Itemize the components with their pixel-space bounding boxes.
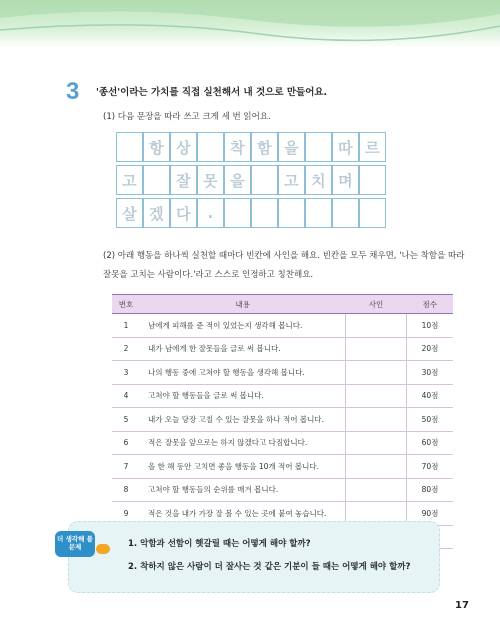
grid-cell[interactable] (197, 132, 224, 162)
sign-cell[interactable] (346, 408, 407, 432)
row-number: 7 (112, 455, 140, 479)
table-header-row (112, 295, 453, 314)
grid-cell[interactable]: 잘 (170, 165, 197, 195)
grid-cell[interactable] (251, 198, 278, 228)
sign-cell[interactable] (346, 455, 407, 479)
row-number: 8 (112, 478, 140, 502)
row-score: 60점 (407, 431, 454, 455)
grid-cell[interactable]: 살 (116, 198, 143, 228)
sign-cell[interactable] (346, 384, 407, 408)
think-more-badge: 더 생각해 볼 문제 (55, 531, 95, 557)
row-score: 70점 (407, 455, 454, 479)
grid-cell[interactable] (332, 198, 359, 228)
grid-cell[interactable]: 착 (224, 132, 251, 162)
grid-cell[interactable]: 항 (143, 132, 170, 162)
grid-cell[interactable]: 겠 (143, 198, 170, 228)
grid-cell[interactable] (251, 165, 278, 195)
grid-cell[interactable]: 따 (332, 132, 359, 162)
row-number: 1 (112, 314, 140, 338)
table-row (112, 431, 453, 455)
think-question-2: 2. 착하지 않은 사람이 더 잘사는 것 같은 기분이 들 때는 어떻게 해야 할까? (128, 562, 411, 572)
sign-cell[interactable] (346, 478, 407, 502)
top-decorative-band (0, 0, 500, 48)
row-number: 5 (112, 408, 140, 432)
row-number: 9 (112, 502, 140, 526)
table-row (112, 361, 453, 385)
table-row (112, 408, 453, 432)
grid-cell[interactable]: 을 (278, 132, 305, 162)
grid-cell[interactable]: 을 (224, 165, 251, 195)
grid-cell[interactable]: . (197, 198, 224, 228)
table-row (112, 314, 453, 338)
table-row (112, 455, 453, 479)
think-more-box (68, 521, 440, 593)
sign-cell[interactable] (346, 337, 407, 361)
grid-cell[interactable] (116, 132, 143, 162)
row-number: 3 (112, 361, 140, 385)
grid-cell[interactable]: 며 (332, 165, 359, 195)
row-number: 4 (112, 384, 140, 408)
row-content: 고쳐야 할 행동들을 글로 써 봅니다. (140, 384, 346, 408)
table-row (112, 384, 453, 408)
row-score: 90점 (407, 502, 454, 526)
speech-bubble-icon (96, 544, 110, 554)
header-content: 내용 (140, 295, 346, 314)
grid-cell[interactable]: 고 (116, 165, 143, 195)
grid-cell[interactable] (143, 165, 170, 195)
table-row (112, 337, 453, 361)
row-score: 20점 (407, 337, 454, 361)
tracing-grid (117, 132, 387, 228)
question-title: '종선'이라는 가치를 직접 실천해서 내 것으로 만들어요. (96, 87, 328, 98)
practice-table (112, 294, 453, 549)
sign-cell[interactable] (346, 431, 407, 455)
grid-cell[interactable]: 치 (305, 165, 332, 195)
page-number: 17 (455, 600, 469, 611)
row-content: 적은 잘못을 앞으로는 하지 않겠다고 다짐합니다. (140, 431, 346, 455)
row-number: 6 (112, 431, 140, 455)
grid-cell[interactable] (224, 198, 251, 228)
header-number: 번호 (112, 295, 140, 314)
instruction-2: (2) 아래 행동을 하나씩 실천할 때마다 빈칸에 사인을 해요. 빈칸을 모두 채우면, '나는 착함을 따라 잘못을 고치는 사람이다.'라고 스스로 인정하고 칭찬해요. (103, 251, 465, 280)
instruction-1: (1) 다음 문장을 따라 쓰고 크게 세 번 읽어요. (103, 112, 271, 122)
row-score: 10점 (407, 314, 454, 338)
row-content: 내가 오늘 당장 고칠 수 있는 잘못을 하나 적어 봅니다. (140, 408, 346, 432)
row-content: 나의 행동 중에 고쳐야 할 행동을 생각해 봅니다. (140, 361, 346, 385)
wave-decoration (0, 0, 500, 48)
grid-cell[interactable]: 르 (359, 132, 386, 162)
think-question-1: 1. 악함과 선함이 헷갈릴 때는 어떻게 해야 할까? (128, 539, 311, 549)
header-score: 점수 (407, 295, 454, 314)
row-content: 올 한 해 동안 고치면 좋을 행동을 10개 적어 봅니다. (140, 455, 346, 479)
grid-cell[interactable] (359, 165, 386, 195)
header-sign: 사인 (346, 295, 407, 314)
grid-cell[interactable]: 상 (170, 132, 197, 162)
row-content: 적은 것을 내가 가장 잘 볼 수 있는 곳에 붙여 놓습니다. (140, 502, 346, 526)
row-score: 40점 (407, 384, 454, 408)
row-score: 30점 (407, 361, 454, 385)
question-number: 3 (66, 78, 80, 105)
grid-cell[interactable]: 고 (278, 165, 305, 195)
grid-cell[interactable] (305, 132, 332, 162)
table-row (112, 478, 453, 502)
sign-cell[interactable] (346, 314, 407, 338)
row-content: 고쳐야 할 행동들의 순위를 매겨 봅니다. (140, 478, 346, 502)
row-content: 내가 남에게 한 잘못들을 글로 써 봅니다. (140, 337, 346, 361)
row-number: 2 (112, 337, 140, 361)
grid-cell[interactable] (305, 198, 332, 228)
grid-cell[interactable] (359, 198, 386, 228)
grid-cell[interactable]: 다 (170, 198, 197, 228)
row-content: 남에게 피해를 준 적이 있었는지 생각해 봅니다. (140, 314, 346, 338)
row-score: 50점 (407, 408, 454, 432)
sign-cell[interactable] (346, 361, 407, 385)
grid-cell[interactable]: 함 (251, 132, 278, 162)
grid-cell[interactable]: 못 (197, 165, 224, 195)
grid-cell[interactable] (278, 198, 305, 228)
row-score: 80점 (407, 478, 454, 502)
